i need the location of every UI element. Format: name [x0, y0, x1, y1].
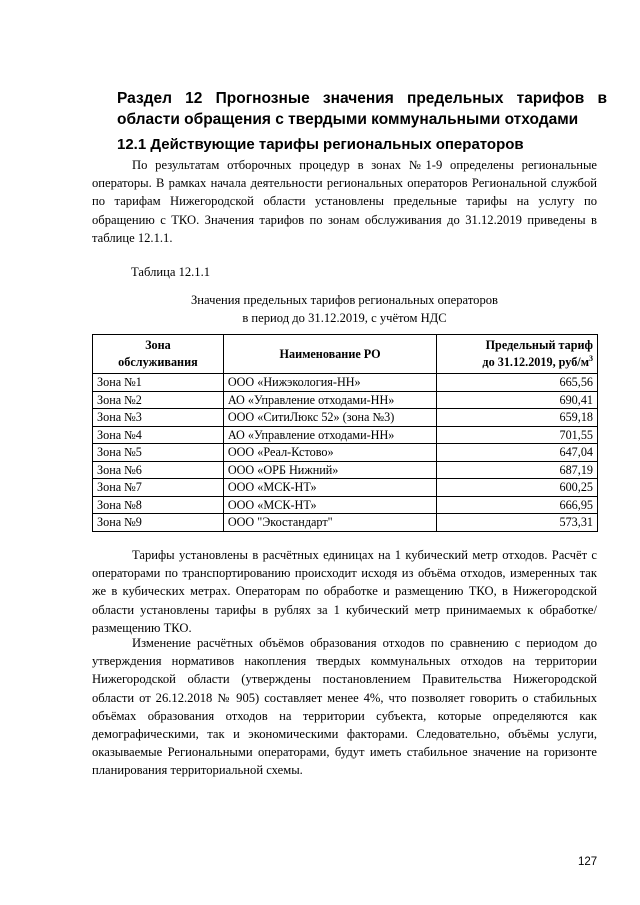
cell-tariff: 666,95	[437, 496, 598, 514]
cell-tariff: 687,19	[437, 461, 598, 479]
table-row	[93, 514, 598, 532]
header-zone	[93, 335, 224, 374]
header-zone-line1: Зона	[145, 338, 171, 352]
subsection-title: 12.1 Действующие тарифы региональных операторов	[117, 136, 524, 153]
table-title-line1: Значения предельных тарифов региональных операторов	[190, 293, 498, 307]
cell-zone: Зона №6	[93, 461, 224, 479]
cell-operator: АО «Управление отходами-НН»	[223, 391, 437, 409]
table-row	[93, 444, 598, 462]
cell-tariff: 647,04	[437, 444, 598, 462]
cell-zone: Зона №4	[93, 426, 224, 444]
section-title: Раздел 12 Прогнозные значения предельных тарифов в области обращения с твердыми коммунальными отходами	[117, 90, 607, 128]
cell-tariff: 690,41	[437, 391, 598, 409]
cell-zone: Зона №3	[93, 409, 224, 427]
cell-zone: Зона №7	[93, 479, 224, 497]
table-title-line2: в период до 31.12.2019, с учётом НДС	[242, 311, 447, 325]
cell-zone: Зона №1	[93, 374, 224, 392]
cell-zone: Зона №8	[93, 496, 224, 514]
cell-operator: ООО «МСК-НТ»	[223, 479, 437, 497]
header-tariff	[437, 335, 598, 374]
table-row	[93, 374, 598, 392]
cell-tariff: 573,31	[437, 514, 598, 532]
cell-operator: ООО «СитиЛюкс 52» (зона №3)	[223, 409, 437, 427]
cell-tariff: 600,25	[437, 479, 598, 497]
cell-zone: Зона №9	[93, 514, 224, 532]
cell-tariff: 701,55	[437, 426, 598, 444]
table-row	[93, 426, 598, 444]
header-operator: Наименование РО	[223, 335, 437, 374]
table-row	[93, 479, 598, 497]
table-row	[93, 461, 598, 479]
cell-operator: ООО «Нижэкология-НН»	[223, 374, 437, 392]
cell-operator: ООО "Экостандарт"	[223, 514, 437, 532]
cell-zone: Зона №5	[93, 444, 224, 462]
tariff-table	[92, 334, 598, 532]
cell-tariff: 659,18	[437, 409, 598, 427]
table-header-row	[93, 335, 598, 374]
table-row	[93, 391, 598, 409]
page-number: 127	[578, 856, 598, 868]
cell-operator: АО «Управление отходами-НН»	[223, 426, 437, 444]
table-row	[93, 496, 598, 514]
intro-paragraph: По результатам отборочных процедур в зонах №1-9 определены региональные операторы. В рамках начала деятельности региональных операторов Региональной службой по тарифам Нижегородской области установлены предельные тарифы на услугу по обращению с ТКО. Значения тарифов по зонам обслуживания до 31.12.2019 приведены в таблице 12.1.1.	[92, 158, 597, 245]
header-tariff-sup: 3	[589, 353, 593, 363]
table-label: Таблица 12.1.1	[131, 265, 211, 279]
header-tariff-line1: Предельный тариф	[485, 338, 593, 352]
header-zone-line2: обслуживания	[118, 355, 198, 369]
paragraph-tariff-units: Тарифы установлены в расчётных единицах на 1 кубический метр отходов. Расчёт с операторами по транспортированию происходит исходя из объёма отходов, измеренных так же в кубических метрах. Операторам по обработке и размещению ТКО, в Нижегородской области установлены тарифы в рублях за 1 кубический метр принимаемых к обработке/размещению ТКО.	[92, 548, 597, 635]
cell-operator: ООО «ОРБ Нижний»	[223, 461, 437, 479]
header-tariff-line2: до 31.12.2019, руб/м	[482, 355, 589, 369]
paragraph-volume-change: Изменение расчётных объёмов образования отходов по сравнению с периодом до утверждения нормативов накопления твердых коммунальных отходов на территории Нижегородской области (утверждены постановлением Правительства Нижегородской области от 26.12.2018 № 905) составляет менее 4%, что позволяет говорить о стабильных объёмах образования отходов на территории субъекта, которые определяются как демографическими, так и экономическими факторами. Следовательно, объёмы услуги, оказываемые Региональными операторами, будут иметь стабильное значение на горизонте планирования территориальной схемы.	[92, 636, 597, 778]
table-row	[93, 409, 598, 427]
cell-zone: Зона №2	[93, 391, 224, 409]
cell-operator: ООО «Реал-Кстово»	[223, 444, 437, 462]
cell-tariff: 665,56	[437, 374, 598, 392]
cell-operator: ООО «МСК-НТ»	[223, 496, 437, 514]
